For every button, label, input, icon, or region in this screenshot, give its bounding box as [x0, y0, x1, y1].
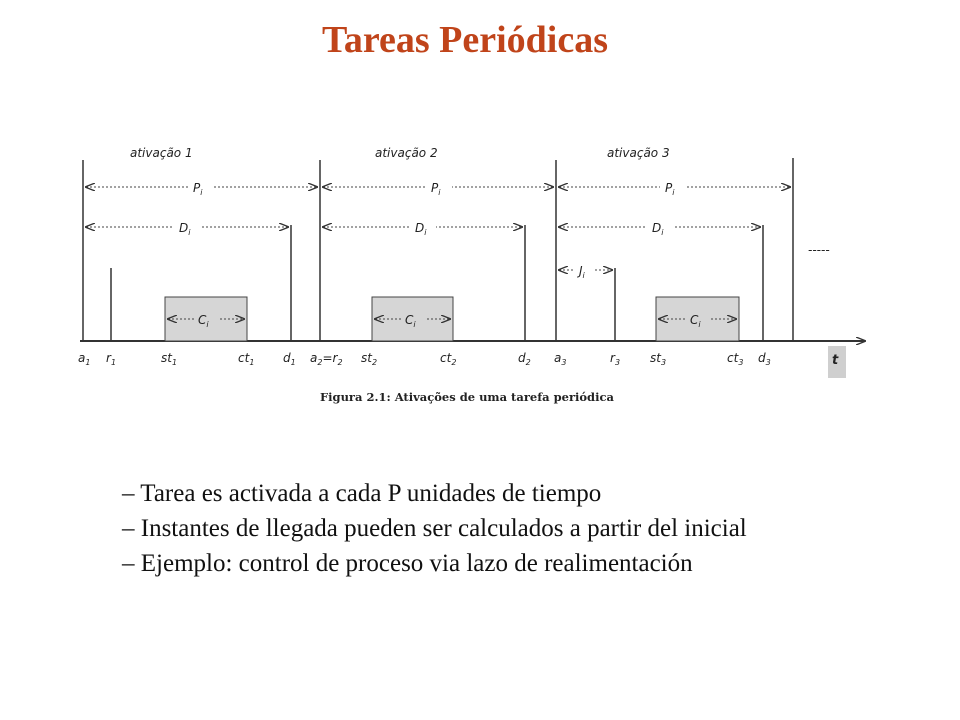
compute-label-3: $C_i$ — [690, 313, 701, 329]
figure-caption: Figura 2.1: Ativações de uma tarefa periódica — [320, 390, 614, 404]
compute-label-1: $C_i$ — [198, 313, 209, 329]
axis-label-st2: $st_2$ — [361, 351, 378, 367]
axis-label-a1: $a_1$ — [78, 351, 91, 367]
period-label-1: $P_i$ — [193, 181, 203, 197]
page-title: Tareas Periódicas — [321, 19, 609, 61]
axis-label-a3: $a_3$ — [554, 351, 567, 367]
axis-label-ct2: $ct_2$ — [440, 351, 457, 367]
axis-label-r1: $r_1$ — [106, 351, 117, 367]
activation-3-label: ativação 3 — [607, 146, 670, 160]
compute-label-2: $C_i$ — [405, 313, 416, 329]
periodic-task-diagram — [60, 130, 880, 420]
axis-label-r3: $r_3$ — [610, 351, 621, 367]
jitter-label: $J_i$ — [579, 264, 585, 280]
axis-label-a2r2: $a_2=r_2$ — [310, 351, 343, 367]
period-label-2: $P_i$ — [431, 181, 441, 197]
deadline-label-1: $D_i$ — [179, 221, 191, 237]
bullet-list — [122, 476, 747, 581]
deadline-label-3: $D_i$ — [652, 221, 664, 237]
deadline-label-2: $D_i$ — [415, 221, 427, 237]
bullet-item: – Instantes de llegada pueden ser calculados a partir del inicial — [122, 515, 747, 542]
legend-dash: ----- — [808, 243, 830, 257]
activation-2-label: ativação 2 — [375, 146, 438, 160]
axis-label-d1: $d_1$ — [283, 351, 296, 367]
bullet-item: – Ejemplo: control de proceso via lazo de realimentación — [122, 550, 693, 577]
axis-label-d3: $d_3$ — [758, 351, 771, 367]
time-label: t — [832, 353, 839, 368]
bullet-item: – Tarea es activada a cada P unidades de tiempo — [122, 480, 602, 507]
activation-1-label: ativação 1 — [130, 146, 193, 160]
axis-label-d2: $d_2$ — [518, 351, 531, 367]
period-label-3: $P_i$ — [665, 181, 675, 197]
axis-label-st1: $st_1$ — [161, 351, 178, 367]
axis-label-st3: $st_3$ — [650, 351, 667, 367]
axis-label-ct1: $ct_1$ — [238, 351, 255, 367]
axis-label-ct3: $ct_3$ — [727, 351, 744, 367]
